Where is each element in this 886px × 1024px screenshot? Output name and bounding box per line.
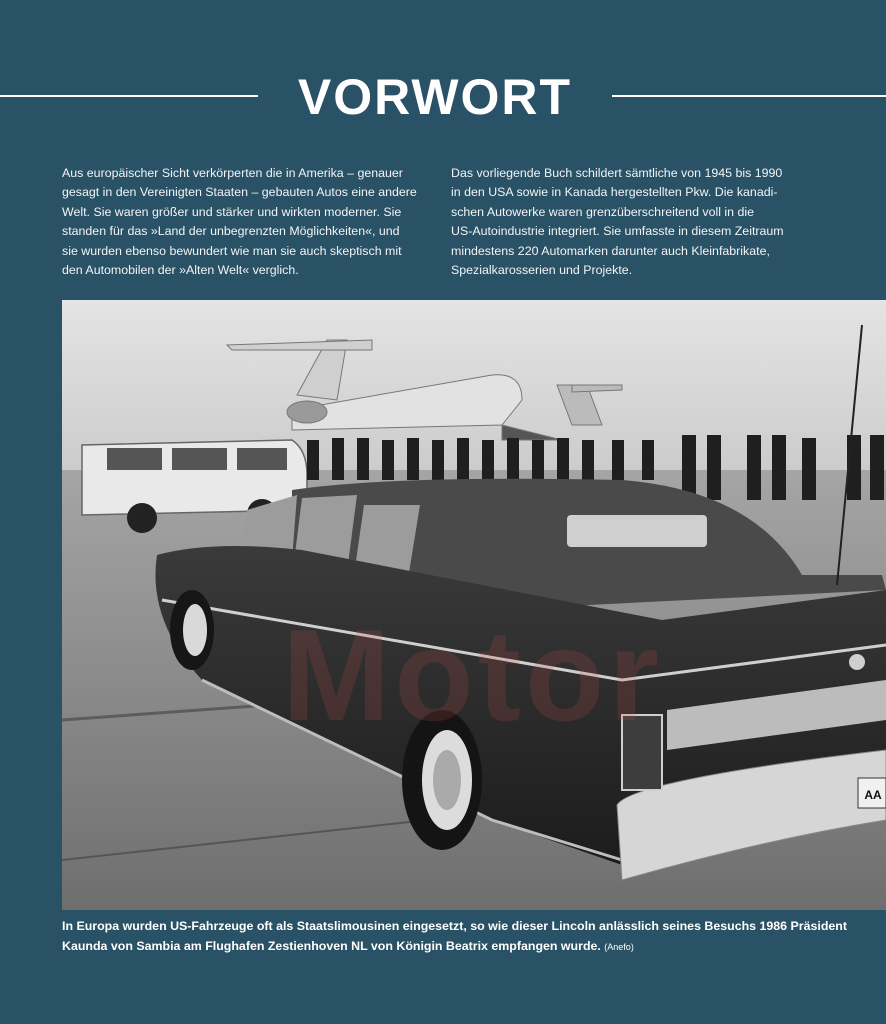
- intro-left-column: Aus europäischer Sicht verkörperten die in Amerika – genauer gesagt in den Vereinigten Staaten – gebauten Autos eine andere Welt. Sie waren größer und stärker und wirkten moderner. Sie standen für das »Land der unbegrenzten Möglichkeiten«, und sie wurden ebenso bewundert wie man sie auch skeptisch mit den Automobilen der »Alten Welt« verglich.: [62, 166, 417, 278]
- limousine-photo: [62, 300, 886, 910]
- license-plate-text: AA: [864, 788, 882, 802]
- caption-text: In Europa wurden US-Fahrzeuge oft als Staatslimousinen eingesetzt, so wie dieser Lincoln anlässlich seines Besuchs 1986 Präsident Kaunda von Sambia am Flughafen Zestienhoven NL von Königin Beatrix empfangen wurde.: [62, 919, 847, 953]
- intro-right-column: Das vorliegende Buch schildert sämtliche von 1945 bis 1990 in den USA sowie in Kanada hergestellten Pkw. Die kanadi- schen Autowerke waren grenzüberschreitend voll in die US-Autoindustrie integriert. Sie umfasste in diesem Zeitraum mindestens 220 Automarken darunter auch Kleinfabrikate, Spezialkarosserien und Projekte.: [451, 166, 784, 278]
- page-title: VORWORT: [297, 69, 573, 125]
- title-rule-right: [612, 95, 886, 97]
- photo-caption: [62, 916, 862, 957]
- title-row: [0, 62, 886, 132]
- caption-credit: (Anefo): [604, 942, 634, 952]
- title-rule-left: [0, 95, 258, 97]
